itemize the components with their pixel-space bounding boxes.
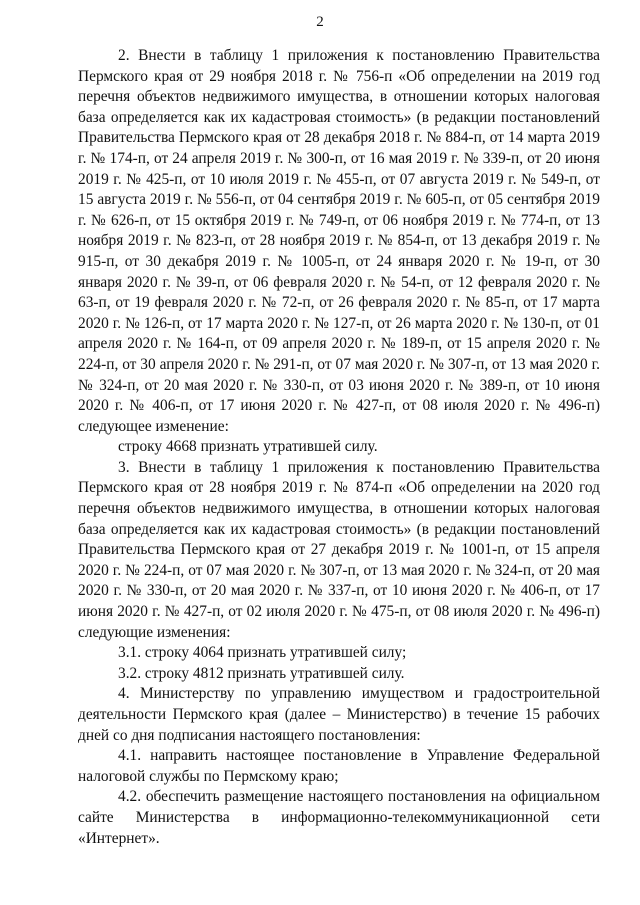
page-number: 2 (316, 14, 324, 30)
document-body (78, 46, 600, 849)
paragraph-item-4-2: 4.2. обеспечить размещение настоящего постановления на официальном сайте Министерства в информационно-телекоммуникационной сети «Интернет». (78, 788, 600, 847)
paragraph-item-2: 2. Внести в таблицу 1 приложения к постановлению Правительства Пермского края от 29 ноября 2018 г. № 756-п «Об определении на 2019 год перечня объектов недвижимого имущества, в отношении которых налоговая база определяется как их кадастровая стоимость» (в редакции постановлений Правительства Пермского края от 28 декабря 2018 г. № 884-п, от 14 марта 2019 г. № 174-п, от 24 апреля 2019 г. № 300-п, от 16 мая 2019 г. № 339-п, от 20 июня 2019 г. № 425-п, от 10 июля 2019 г. № 455-п, от 07 августа 2019 г. № 549-п, от 15 августа 2019 г. № 556-п, от 04 сентября 2019 г. № 605-п, от 05 сентября 2019 г. № 626-п, от 15 октября 2019 г. № 749-п, от 06 ноября 2019 г. № 774-п, от 13 ноября 2019 г. № 823-п, от 28 ноября 2019 г. № 854-п, от 13 декабря 2019 г. № 915-п, от 30 декабря 2019 г. № 1005-п, от 24 января 2020 г. № 19-п, от 30 января 2020 г. № 39-п, от 06 февраля 2020 г. № 54-п, от 12 февраля 2020 г. № 63-п, от 19 февраля 2020 г. № 72-п, от 26 февраля 2020 г. № 85-п, от 17 марта 2020 г. № 126-п, от 17 марта 2020 г. № 127-п, от 26 марта 2020 г. № 130-п, от 01 апреля 2020 г. № 164-п, от 09 апреля 2020 г. № 189-п, от 15 апреля 2020 г. № 224-п, от 30 апреля 2020 г. № 291-п, от 07 мая 2020 г. № 307-п, от 13 мая 2020 г. № 324-п, от 20 мая 2020 г. № 330-п, от 03 июня 2020 г. № 389-п, от 10 июня 2020 г. № 406-п, от 17 июня 2020 г. № 427-п, от 08 июля 2020 г. № 496-п) следующее изменение: (78, 47, 600, 435)
paragraph-item-3: 3. Внести в таблицу 1 приложения к постановлению Правительства Пермского края от 28 ноября 2019 г. № 874-п «Об определении на 2020 год перечня объектов недвижимого имущества, в отношении которых налоговая база определяется как их кадастровая стоимость» (в редакции постановлений Правительства Пермского края от 27 декабря 2019 г. № 1001-п, от 15 апреля 2020 г. № 224-п, от 07 мая 2020 г. № 307-п, от 13 мая 2020 г. № 324-п, от 20 мая 2020 г. № 330-п, от 20 мая 2020 г. № 337-п, от 10 июня 2020 г. № 406-п, от 17 июня 2020 г. № 427-п, от 02 июля 2020 г. № 475-п, от 08 июля 2020 г. № 496-п) следующие изменения: (78, 458, 600, 641)
paragraph-item-3-1: 3.1. строку 4064 признать утратившей силу; (118, 644, 407, 662)
paragraph-item-4-1: 4.1. направить настоящее постановление в Управление Федеральной налоговой службы по Пермскому краю; (78, 747, 600, 785)
paragraph-item-2-change: строку 4668 признать утратившей силу. (118, 438, 378, 456)
paragraph-item-3-2: 3.2. строку 4812 признать утратившей силу. (118, 664, 405, 682)
paragraph-item-4: 4. Министерству по управлению имуществом и градостроительной деятельности Пермского края (далее – Министерство) в течение 15 рабочих дней со дня подписания настоящего постановления: (78, 685, 600, 744)
